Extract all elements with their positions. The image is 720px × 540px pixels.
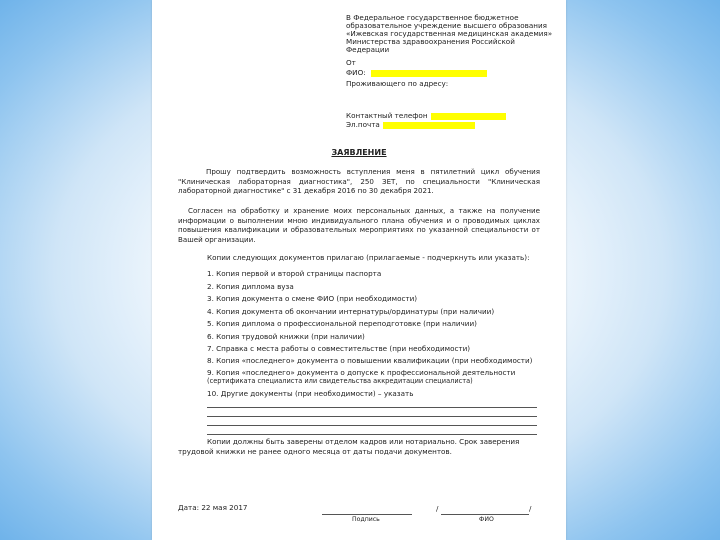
header-line-3: «Ижевская государственная медицинская академия» [346, 29, 553, 38]
fio-field [346, 69, 558, 78]
list-item: 9. Копия «последнего» документа о допуске к профессиональной деятельности [207, 368, 516, 377]
list-item: 3. Копия документа о смене ФИО (при необходимости) [207, 294, 418, 303]
fio-signature-line [441, 514, 529, 515]
blank-line [207, 407, 537, 408]
request-paragraph: Прошу подтвердить возможность вступления меня в пятилетний цикл обучения "Клиническая лабораторная диагностика", 250 ЗЕТ, по специальности "Клиническая лабораторной диагностике" с 31 декабря 2016 по 30 декабря 2021. [178, 167, 540, 196]
fio-slash-right: / [529, 504, 532, 513]
certification-note-line-2: трудовой книжки не ранее одного месяца от даты подачи документов. [178, 447, 452, 456]
list-item: 2. Копия диплома вуза [207, 282, 294, 291]
email-label: Эл.почта [346, 120, 380, 129]
list-item: 1. Копия первой и второй страницы паспорта [207, 269, 382, 278]
certification-note-line-1: Копии должны быть заверены отделом кадров или нотариально. Срок заверения [207, 437, 520, 446]
header-line-2: образовательное учреждение высшего образования [346, 21, 547, 30]
attachments-intro: Копии следующих документов прилагаю (прилагаемые - подчеркнуть или указать): [207, 253, 530, 262]
header-line-5: Федерации [346, 45, 390, 54]
fio-signature-label: ФИО [479, 516, 494, 523]
phone-highlight [431, 113, 506, 120]
from-label: От [346, 58, 356, 67]
list-item: 4. Копия документа об окончании интернатуры/ординатуры (при наличии) [207, 307, 495, 316]
blank-line [207, 434, 537, 435]
doc9-note: (сертификата специалиста или свидетельства аккредитации специалиста) [207, 377, 473, 385]
signature-label: Подпись [352, 516, 380, 523]
fio-highlight [371, 70, 487, 77]
fio-label: ФИО: [346, 68, 366, 77]
list-item: 8. Копия «последнего» документа о повышении квалификации (при необходимости) [207, 356, 533, 365]
date-label: Дата: 22 мая 2017 [178, 503, 248, 512]
phone-label: Контактный телефон [346, 111, 428, 120]
email-highlight [383, 122, 475, 129]
signature-line [322, 514, 412, 515]
email-field [346, 121, 558, 130]
document-title: ЗАЯВЛЕНИЕ [331, 148, 387, 157]
list-item: 7. Справка с места работы о совместительстве (при необходимости) [207, 344, 471, 353]
header-line-1: В Федеральное государственное бюджетное [346, 13, 519, 22]
list-item: 5. Копия диплома о профессиональной переподготовке (при наличии) [207, 319, 477, 328]
list-item: 6. Копия трудовой книжки (при наличии) [207, 332, 365, 341]
blank-line [207, 425, 537, 426]
fio-slash-left: / [436, 504, 439, 513]
other-documents-item: 10. Другие документы (при необходимости) – указать [207, 389, 414, 398]
address-label: Проживающего по адресу: [346, 79, 449, 88]
header-line-4: Министерства здравоохранения Российской [346, 37, 515, 46]
blank-line [207, 416, 537, 417]
document-page [152, 0, 566, 540]
consent-paragraph: Согласен на обработку и хранение моих персональных данных, а также на получение информации о выполнении мною индивидуального плана обучения и о проводимых циклах повышения квалификации и образовательных мероприятиях по указанной специальности от Вашей организации. [178, 206, 540, 244]
